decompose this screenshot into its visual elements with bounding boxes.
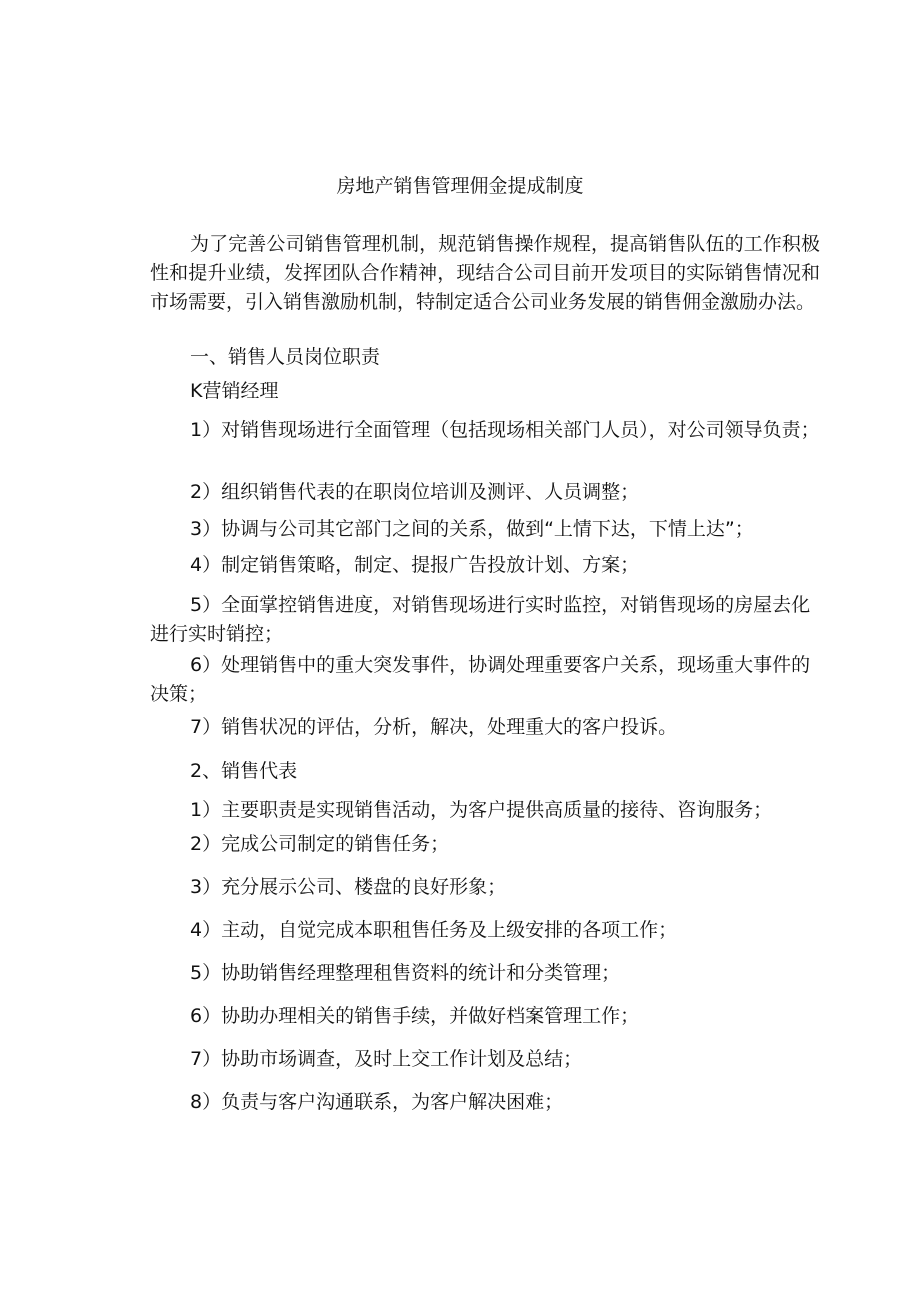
manager-duty-item: 2）组织销售代表的在职岗位培训及测评、人员调整； — [190, 481, 640, 503]
manager-duty-item: 1）对销售现场进行全面管理（包括现场相关部门人员），对公司领导负责； — [190, 419, 820, 441]
manager-duty-item: 5）全面掌控销售进度，对销售现场进行实时监控，对销售现场的房屋去化进行实时销控； — [150, 594, 811, 645]
rep-duty-item: 6）协助办理相关的销售手续，并做好档案管理工作； — [190, 1005, 640, 1027]
manager-duty-item: 7）销售状况的评估，分析，解决，处理重大的客户投诉。 — [190, 716, 678, 738]
rep-duty-item: 3）充分展示公司、楼盘的良好形象； — [190, 876, 507, 898]
subsection-heading-manager: K营销经理 — [190, 380, 279, 402]
manager-duty-item: 3）协调与公司其它部门之间的关系，做到“上情下达，下情上达”； — [190, 518, 754, 540]
rep-duty-item: 4）主动，自觉完成本职租售任务及上级安排的各项工作； — [190, 919, 678, 941]
manager-duty-item: 4）制定销售策略，制定、提报广告投放计划、方案； — [190, 554, 640, 576]
rep-duty-item: 1）主要职责是实现销售活动，为客户提供高质量的接待、咨询服务； — [190, 799, 773, 821]
rep-duty-item: 5）协助销售经理整理租售资料的统计和分类管理； — [190, 962, 621, 984]
rep-duty-item: 7）协助市场调查，及时上交工作计划及总结； — [190, 1048, 583, 1070]
rep-duty-item: 2）完成公司制定的销售任务； — [190, 833, 450, 855]
rep-duty-item: 8）负责与客户沟通联系，为客户解决困难； — [190, 1091, 564, 1113]
document-title: 房地产销售管理佣金提成制度 — [336, 175, 584, 197]
intro-paragraph: 为了完善公司销售管理机制，规范销售操作规程，提高销售队伍的工作积极性和提升业绩，发挥团队合作精神，现结合公司目前开发项目的实际销售情况和市场需要，引入销售激励机制，特制定适合公司业务发展的销售佣金激励办法。 — [150, 233, 820, 313]
manager-duty-item: 6）处理销售中的重大突发事件，协调处理重要客户关系，现场重大事件的决策； — [150, 654, 811, 705]
section-heading: 一、销售人员岗位职责 — [190, 346, 381, 368]
subsection-heading-rep: 2、销售代表 — [190, 760, 298, 782]
